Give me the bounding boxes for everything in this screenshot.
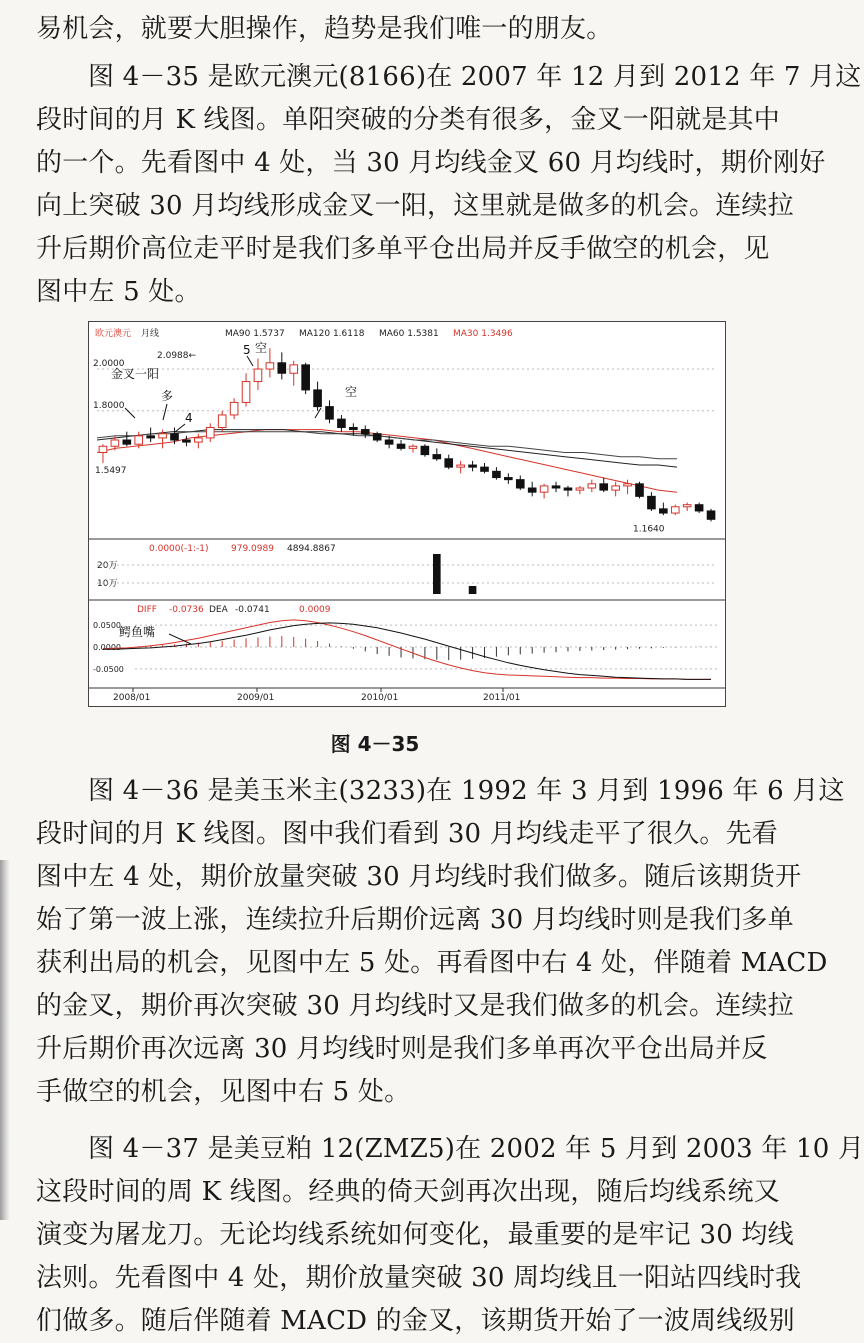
candle-body xyxy=(600,484,608,490)
text-line: 手做空的机会，见图中右 5 处。 xyxy=(36,1077,411,1107)
x-tick-label: 2010/01 xyxy=(361,693,399,703)
candle-body xyxy=(648,496,656,509)
candle-body xyxy=(695,505,703,511)
volume-bar xyxy=(433,554,441,594)
page-binding-shadow xyxy=(0,860,10,1220)
x-tick-label: 2011/01 xyxy=(483,693,521,703)
candle-body xyxy=(409,446,417,448)
candle-body xyxy=(326,407,334,420)
candle-body xyxy=(350,427,358,429)
volume-tick-label: 20万 xyxy=(97,561,118,571)
candle-body xyxy=(660,509,668,513)
candle-body xyxy=(421,446,429,454)
candle-body xyxy=(493,471,501,477)
candle-body xyxy=(612,486,620,490)
annotation-5-left: 5 xyxy=(243,343,251,357)
macd-tick-label: 0.0500 xyxy=(93,621,121,631)
candle-body xyxy=(361,430,369,434)
candle-body xyxy=(147,436,155,438)
candle-body xyxy=(469,465,477,467)
text-line: 的金叉，期价再次突破 30 月均线时又是我们做多的机会。连续拉 xyxy=(36,991,794,1021)
annotation-short-left: 空 xyxy=(255,341,268,355)
volume-header-value: 0.0000(-1:-1) xyxy=(149,544,209,554)
paragraph-3 xyxy=(36,770,845,1114)
volume-tick-label: 10万 xyxy=(97,579,118,589)
text-line: 段时间的月 K 线图。图中我们看到 30 月均线走平了很久。先看 xyxy=(36,819,778,849)
figure-caption: 图 4－35 xyxy=(330,732,420,756)
text-line: 图 4－36 是美玉米主(3233)在 1992 年 3 月到 1996 年 6 月这 xyxy=(88,776,845,806)
candle-body xyxy=(195,438,203,442)
text-line: 始了第一波上涨，连续拉升后期价远离 30 月均线时则是我们多单 xyxy=(36,905,794,935)
text-line: 升后期价高位走平时是我们多单平仓出局并反手做空的机会，见 xyxy=(36,234,770,264)
macd-value: 0.0009 xyxy=(299,605,331,615)
text-line: 法则。先看图中 4 处，期价放量突破 30 周均线且一阳站四线时我 xyxy=(36,1263,802,1293)
x-tick-label: 2009/01 xyxy=(237,693,275,703)
text-line: 图 4－35 是欧元澳元(8166)在 2007 年 12 月到 2012 年 7 月这 xyxy=(88,62,862,92)
kline-chart-figure xyxy=(88,321,726,707)
ma-readout: MA30 1.3496 xyxy=(453,329,513,339)
text-line: 演变为屠龙刀。无论均线系统如何变化，最重要的是牢记 30 均线 xyxy=(36,1220,794,1250)
candle-body xyxy=(528,488,536,492)
volume-header-value: 4894.8867 xyxy=(287,544,336,554)
candle-body xyxy=(636,484,644,497)
candle-body xyxy=(576,488,584,490)
annotation-4: 4 xyxy=(185,411,193,425)
candle-body xyxy=(230,402,238,415)
low-price-label: 1.5497 xyxy=(95,465,127,476)
annotation-arrow xyxy=(163,404,167,420)
candle-body xyxy=(683,505,691,507)
candle-body xyxy=(552,486,560,488)
ma-readout: MA60 1.5381 xyxy=(379,329,439,339)
candle-body xyxy=(505,478,513,480)
candle-body xyxy=(135,436,143,444)
candle-body xyxy=(266,363,274,369)
candle-body xyxy=(159,434,167,438)
ma-line-ma30 xyxy=(97,430,677,493)
low-price-label: 1.1640 xyxy=(633,524,665,535)
candle-body xyxy=(242,382,250,403)
macd-tick-label: -0.0500 xyxy=(93,664,124,674)
candle-body xyxy=(671,507,679,513)
ma-readout: MA120 1.6118 xyxy=(299,329,365,339)
volume-header-value: 979.0989 xyxy=(231,544,274,554)
candle-body xyxy=(183,440,191,442)
volume-bar xyxy=(469,586,477,594)
candle-body xyxy=(338,419,346,427)
candle-body xyxy=(302,365,310,390)
text-line: 的一个。先看图中 4 处，当 30 月均线金叉 60 月均线时，期价刚好 xyxy=(36,148,826,178)
candle-body xyxy=(433,455,441,459)
candle-body xyxy=(540,486,548,492)
text-line: 图中左 5 处。 xyxy=(36,277,201,307)
candle-body xyxy=(457,465,465,467)
annotation-long: 多 xyxy=(161,389,174,403)
candle-body xyxy=(385,440,393,444)
candle-body xyxy=(206,427,214,437)
ma-line-ma90 xyxy=(97,432,677,459)
macd-dea-label: DEA xyxy=(209,605,228,615)
candle-body xyxy=(111,440,119,446)
annotation-arrow xyxy=(175,424,185,432)
annotation-arrow xyxy=(247,356,253,366)
candle-body xyxy=(397,444,405,448)
macd-diff-line xyxy=(103,620,711,680)
kline-chart xyxy=(89,322,725,706)
text-line: 们做多。随后伴随着 MACD 的金叉，该期货开始了一波周线级别 xyxy=(36,1306,795,1336)
candle-body xyxy=(99,446,107,452)
text-line: 向上突破 30 月均线形成金叉一阳，这里就是做多的机会。连续拉 xyxy=(36,191,794,221)
annotation-short-right: 空 xyxy=(345,385,358,399)
paragraph-1 xyxy=(36,8,736,51)
annotation-5-right: 5 xyxy=(315,393,323,407)
candle-body xyxy=(171,434,179,440)
text-line: 图中左 4 处，期价放量突破 30 月均线时我们做多。随后该期货开 xyxy=(36,862,802,892)
candle-body xyxy=(516,480,524,488)
macd-dea-value: -0.0741 xyxy=(235,605,270,615)
annotation-arrow xyxy=(125,408,135,418)
period-label: 月线 xyxy=(141,329,160,339)
text-line: 图 4－37 是美豆粕 12(ZMZ5)在 2002 年 5 月到 2003 年 10 月 xyxy=(88,1134,864,1164)
candle-body xyxy=(254,369,262,382)
text-line: 获利出局的机会，见图中左 5 处。再看图中右 4 处，伴随着 MACD xyxy=(36,948,828,978)
candle-body xyxy=(445,459,453,467)
candle-body xyxy=(707,511,715,519)
candle-body xyxy=(373,434,381,440)
annotation-golden-cross: 金叉一阳 xyxy=(111,367,160,381)
candle-body xyxy=(588,484,596,488)
instrument-label: 欧元澳元 xyxy=(95,329,132,339)
candle-body xyxy=(481,467,489,471)
candle-body xyxy=(564,488,572,490)
annotation-crocodile-mouth: 鳄鱼嘴 xyxy=(119,625,156,639)
candle-body xyxy=(123,440,131,444)
candle-body xyxy=(278,363,286,373)
y-tick-label: 2.0000 xyxy=(93,359,125,370)
macd-tick-label: 0.0000 xyxy=(93,643,121,652)
macd-diff-label: DIFF xyxy=(137,605,157,615)
paragraph-2 xyxy=(36,56,862,314)
high-price-label: 2.0988← xyxy=(157,351,197,361)
candle-body xyxy=(290,365,298,373)
text-line: 这段时间的周 K 线图。经典的倚天剑再次出现，随后均线系统又 xyxy=(36,1177,780,1207)
y-tick-label: 1.8000 xyxy=(93,400,125,411)
paragraph-4 xyxy=(36,1128,864,1343)
text-line: 易机会，就要大胆操作，趋势是我们唯一的朋友。 xyxy=(36,14,613,44)
text-line: 段时间的月 K 线图。单阳突破的分类有很多，金叉一阳就是其中 xyxy=(36,105,780,135)
text-line: 升后期价再次远离 30 月均线时则是我们多单再次平仓出局并反 xyxy=(36,1034,768,1064)
candle-body xyxy=(218,415,226,428)
ma-readout: MA90 1.5737 xyxy=(225,329,285,339)
candle-body xyxy=(624,484,632,486)
macd-diff-value: -0.0736 xyxy=(169,605,204,615)
x-tick-label: 2008/01 xyxy=(113,693,151,703)
